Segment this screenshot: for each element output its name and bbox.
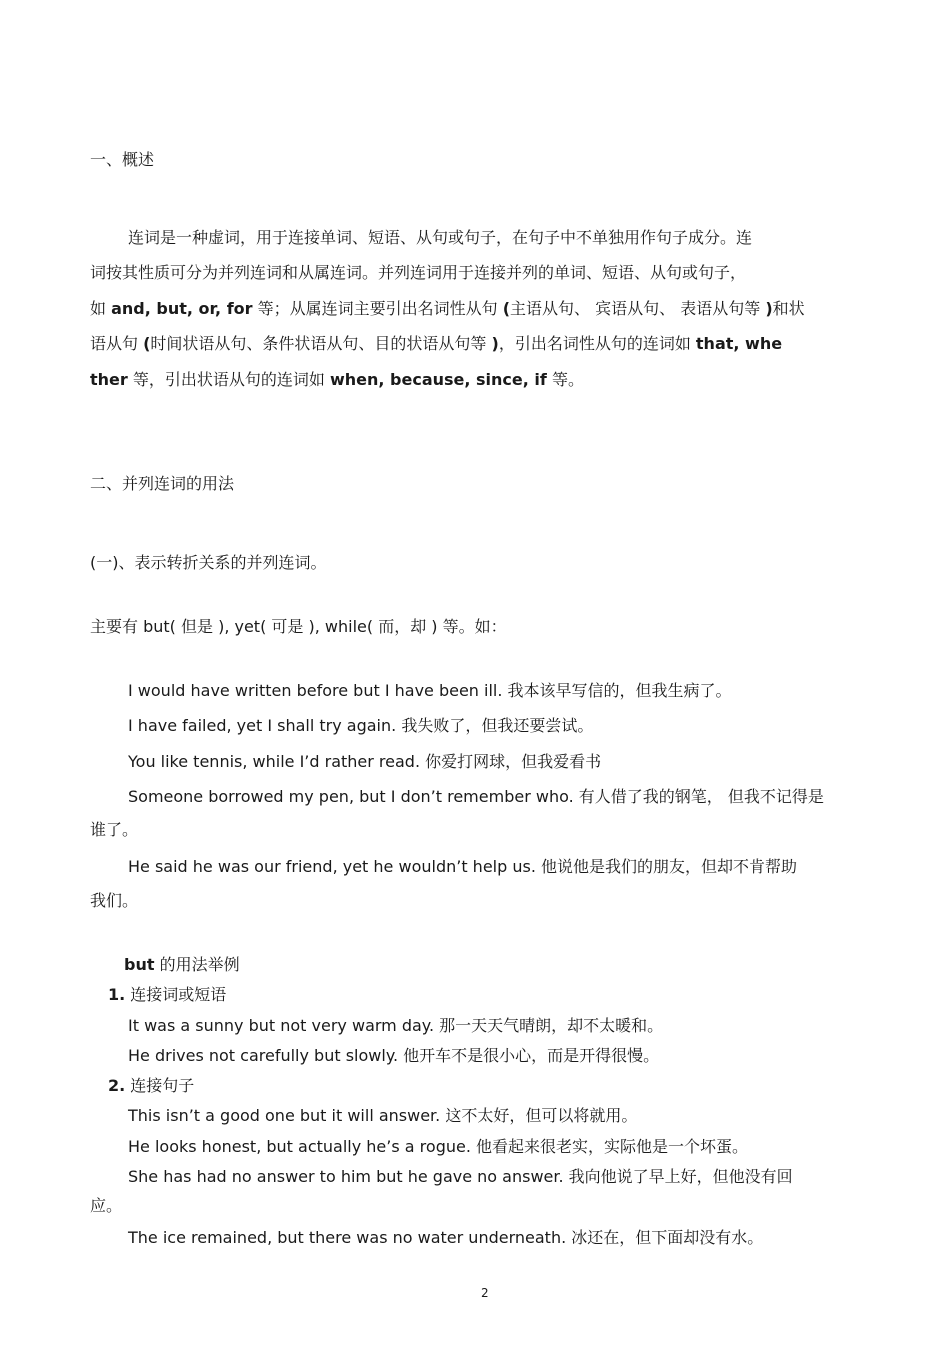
paragraph-line xyxy=(90,299,805,320)
intro-line: 主要有 but( 但是 ), yet( 可是 ), while( 而，却 ) 等。如： xyxy=(90,617,507,636)
paragraph-line xyxy=(90,334,782,355)
example-line: 谁了。 xyxy=(90,820,139,839)
text: 等，引出状语从句的连词如 xyxy=(127,370,330,389)
bold-text: but xyxy=(124,955,155,974)
paragraph-line: 词按其性质可分为并列连词和从属连词。并列连词用于连接并列的单词、短语、从句或句子， xyxy=(90,263,747,282)
example-line: I would have written before but I have been ill. 我本该早写信的，但我生病了。 xyxy=(128,681,732,700)
bold-text: ) xyxy=(765,299,773,318)
example-line: He said he was our friend, yet he wouldn’t help us. 他说他是我们的朋友，但却不肯帮助 xyxy=(128,857,798,876)
subsection-heading: (一)、表示转折关系的并列连词。 xyxy=(90,553,327,572)
example-line: She has had no answer to him but he gave no answer. 我向他说了早上好，但他没有回 xyxy=(128,1167,793,1186)
page-number: 2 xyxy=(481,1286,489,1300)
example-line: He looks honest, but actually he’s a rogue. 他看起来很老实，实际他是一个坏蛋。 xyxy=(128,1137,749,1156)
list-number: 2. xyxy=(108,1076,126,1095)
text: 的用法举例 xyxy=(154,955,240,974)
bold-text: that, whe xyxy=(695,334,783,353)
but-usage-title xyxy=(124,955,240,976)
example-line: I have failed, yet I shall try again. 我失败了，但我还要尝试。 xyxy=(128,716,594,735)
example-line: Someone borrowed my pen, but I don’t remember who. 有人借了我的钢笔， 但我不记得是 xyxy=(128,787,824,806)
text: 连接句子 xyxy=(125,1076,195,1095)
paragraph-line xyxy=(90,370,584,391)
example-line: 我们。 xyxy=(90,891,139,910)
bold-text: and, but, or, for xyxy=(111,299,253,318)
example-line: He drives not carefully but slowly. 他开车不是很小心，而是开得很慢。 xyxy=(128,1046,660,1065)
bold-text: when, because, since, if xyxy=(329,370,547,389)
list-item-heading xyxy=(108,985,226,1006)
list-item-heading xyxy=(108,1076,194,1097)
bold-text: ther xyxy=(90,370,128,389)
example-line: This isn’t a good one but it will answer. 这不太好，但可以将就用。 xyxy=(128,1106,638,1125)
example-line: You like tennis, while I’d rather read. 你爱打网球，但我爱看书 xyxy=(128,752,602,771)
example-line: The ice remained, but there was no water underneath. 冰还在，但下面却没有水。 xyxy=(128,1228,764,1247)
example-line: 应。 xyxy=(90,1196,123,1215)
text: 如 xyxy=(90,299,112,318)
bold-text: ) xyxy=(491,334,499,353)
bold-text: ( xyxy=(143,334,151,353)
paragraph-line: 连词是一种虚词，用于连接单词、短语、从句或句子，在句子中不单独用作句子成分。连 xyxy=(128,228,753,247)
text: 语从句 xyxy=(90,334,144,353)
text: 等；从属连词主要引出名词性从句 xyxy=(252,299,503,318)
text: 时间状语从句、条件状语从句、目的状语从句等 xyxy=(150,334,492,353)
text: 等。 xyxy=(546,370,584,389)
list-number: 1. xyxy=(108,985,126,1004)
section-heading-coordinating: 二、并列连词的用法 xyxy=(90,474,235,493)
bold-text: ( xyxy=(502,299,511,318)
example-line: It was a sunny but not very warm day. 那一天天气晴朗，却不太暖和。 xyxy=(128,1016,664,1035)
section-heading-overview: 一、概述 xyxy=(90,150,155,169)
text: ，引出名词性从句的连词如 xyxy=(498,334,696,353)
text: 主语从句、 宾语从句、 表语从句等 xyxy=(510,299,766,318)
text: 连接词或短语 xyxy=(125,985,227,1004)
text: 和状 xyxy=(772,299,805,318)
